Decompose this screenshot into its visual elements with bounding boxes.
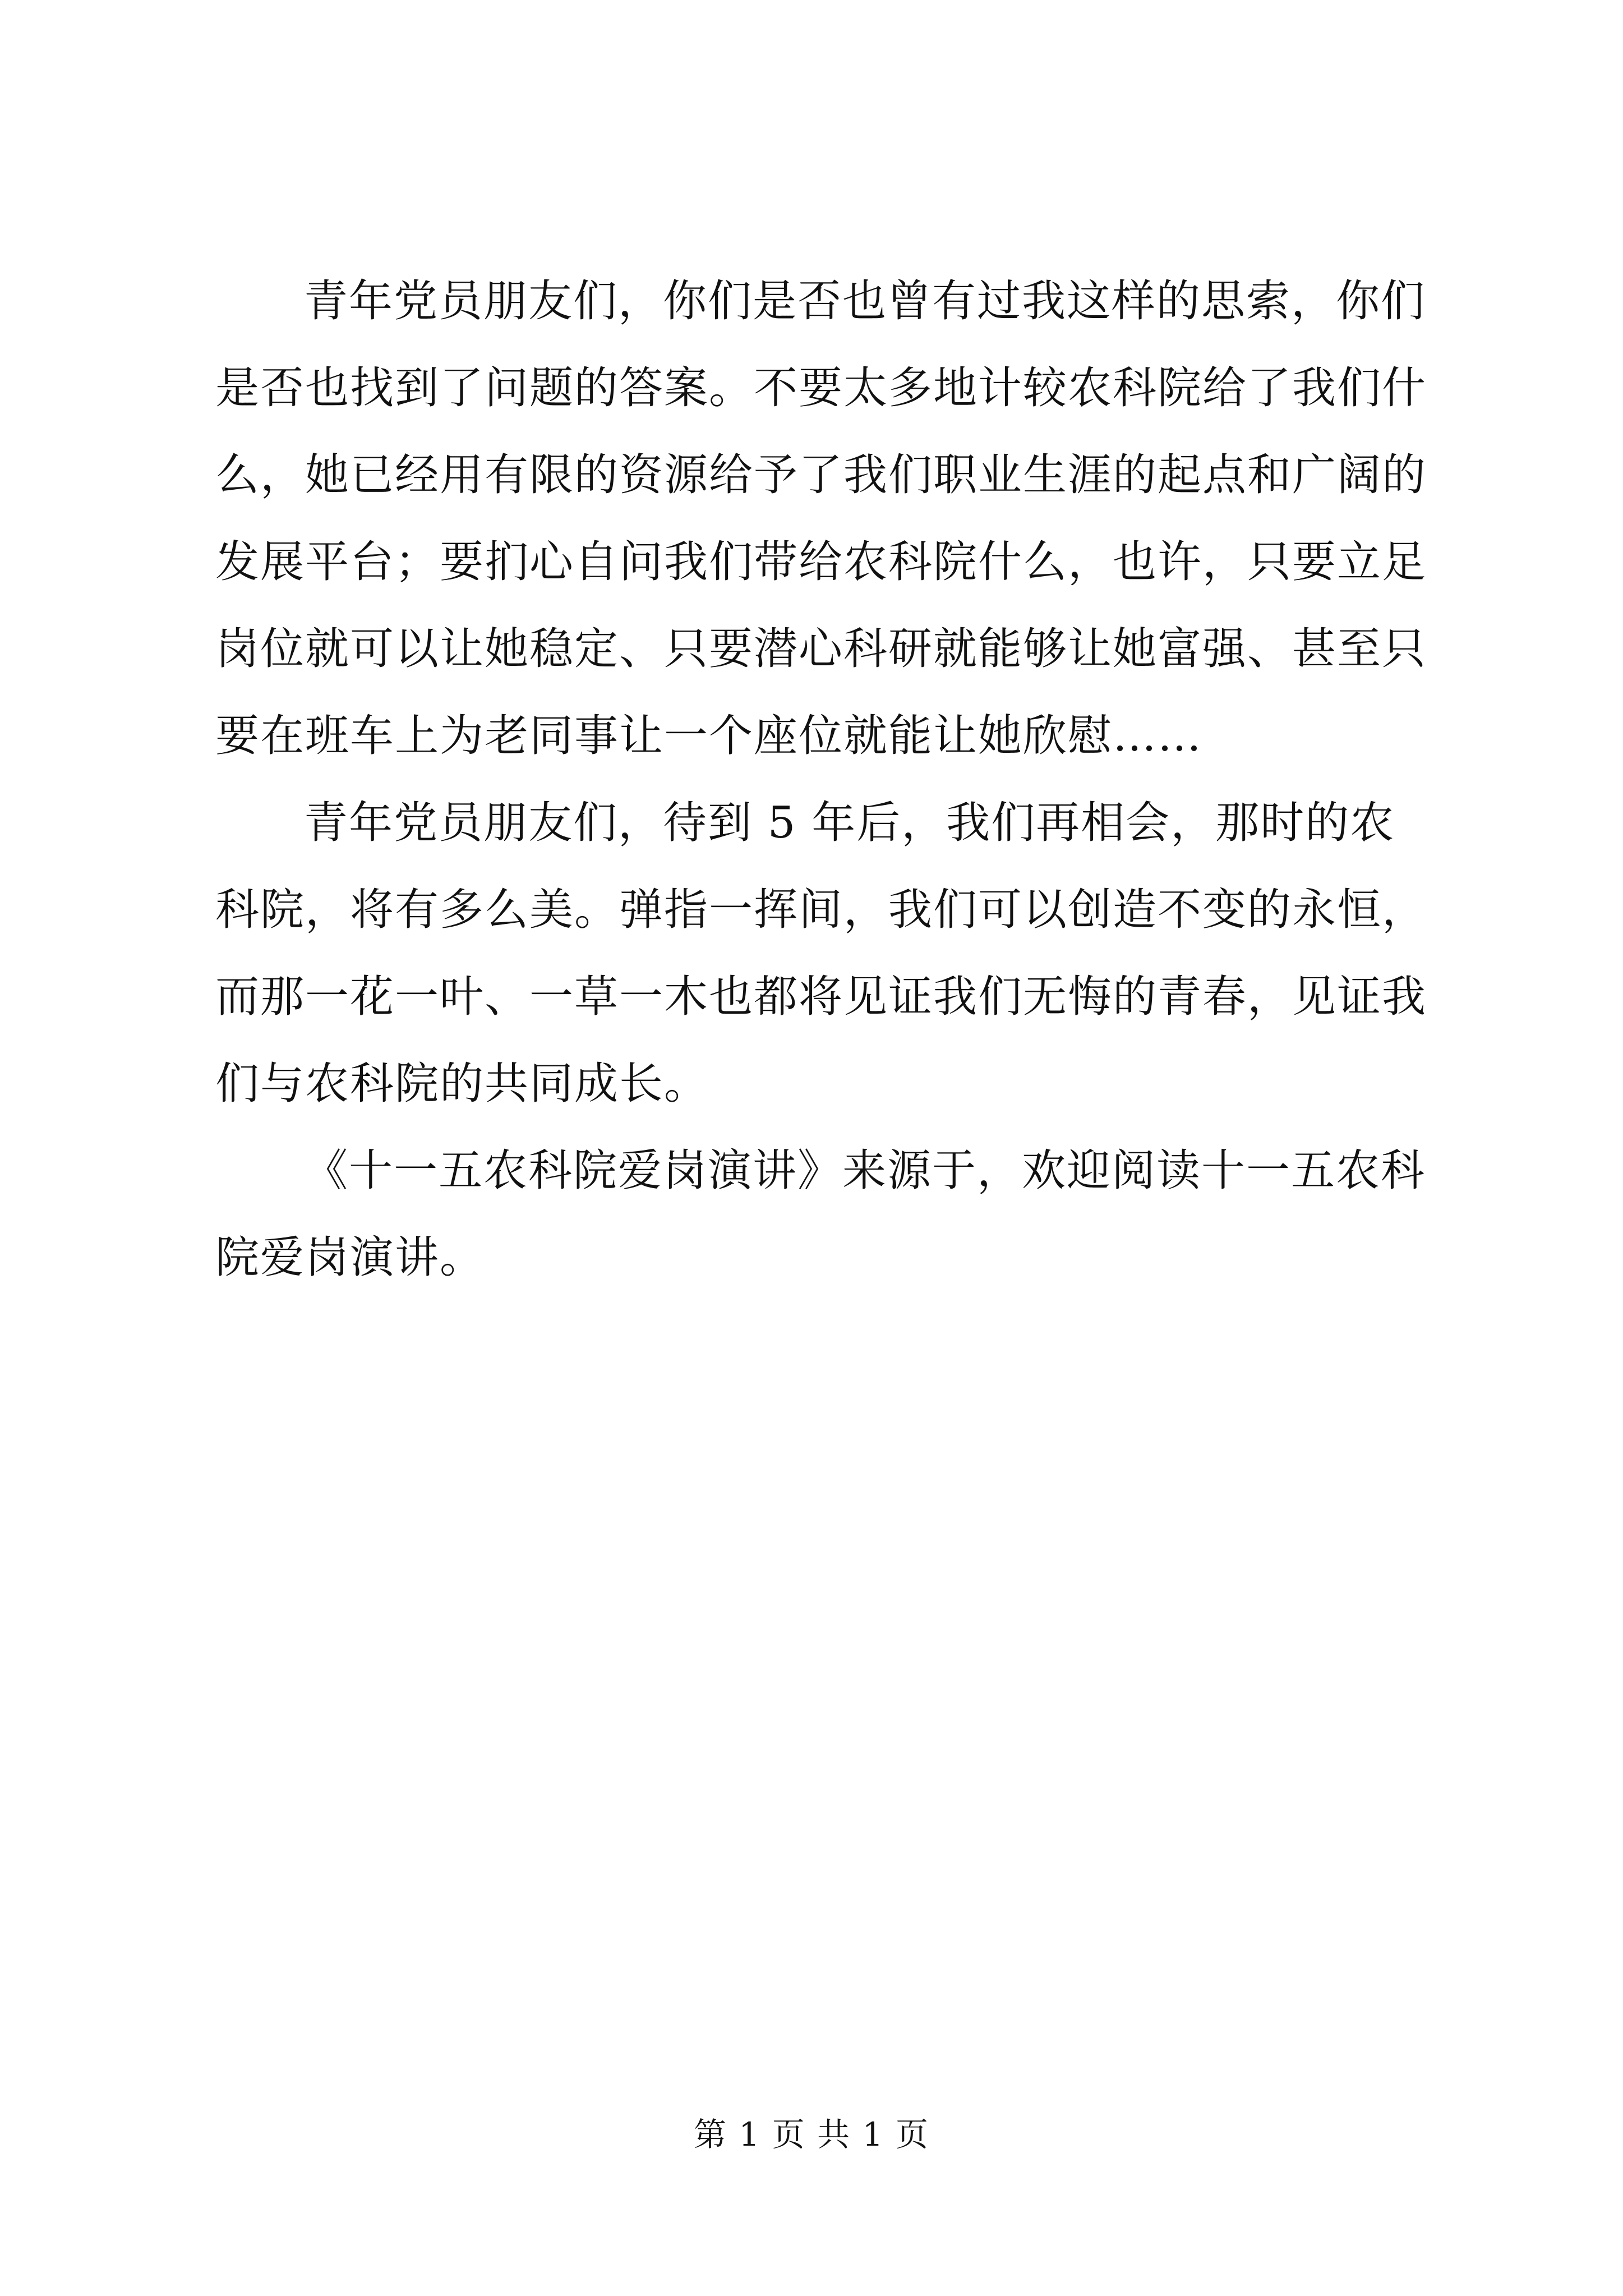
paragraph-reflection: 青年党员朋友们，你们是否也曾有过我这样的思索，你们是否也找到了问题的答案。不要太多地计较农科院给了我们什么，她已经用有限的资源给予了我们职业生涯的起点和广阔的发展平台；要扪心自问我们带给农科院什么，也许，只要立足岗位就可以让她稳定、只要潜心科研就能够让她富强、甚至只要在班车上为老同事让一个座位就能让她欣慰…… bbox=[215, 276, 1427, 761]
paragraph-source: 《十一五农科院爱岗演讲》来源于，欢迎阅读十一五农科院爱岗演讲。 bbox=[215, 1145, 1426, 1283]
page-number-footer: 第 1 页 共 1 页 bbox=[694, 2115, 929, 2154]
paragraph-reunion: 青年党员朋友们，待到 5 年后，我们再相会，那时的农科院，将有多么美。弹指一挥间，我们可以创造不变的永恒，而那一花一叶、一草一木也都将见证我们无悔的青春，见证我们与农科院的共同成长。 bbox=[215, 798, 1427, 1109]
document-body bbox=[215, 258, 1427, 1301]
